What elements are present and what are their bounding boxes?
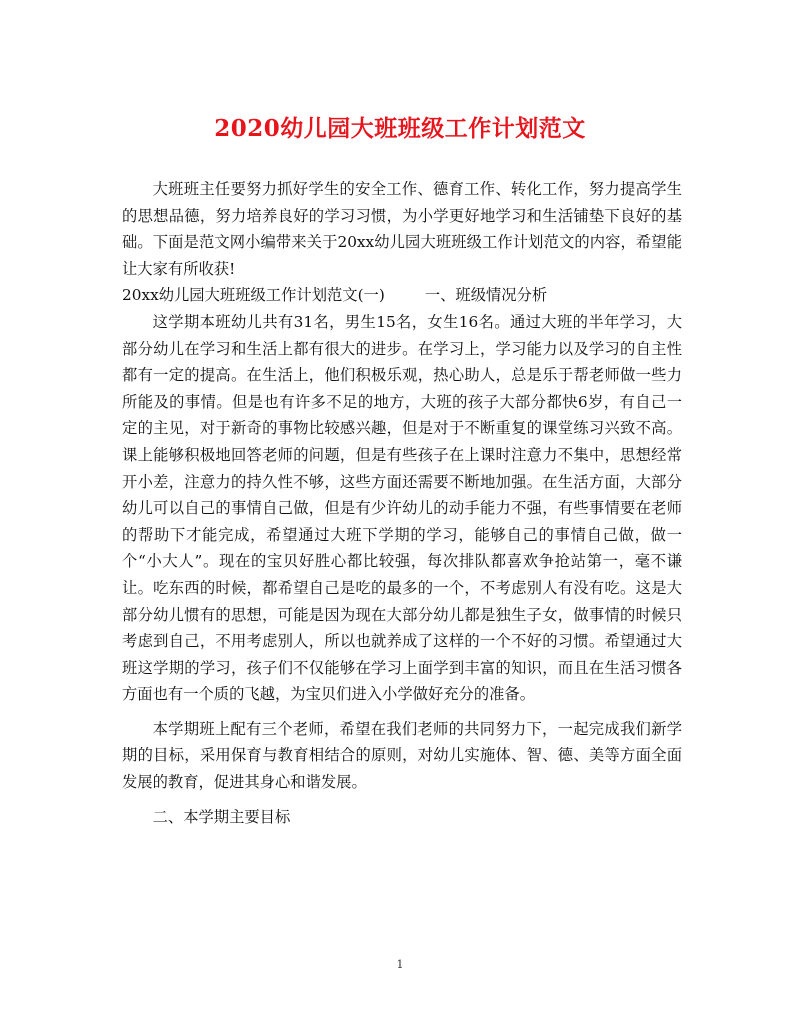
class-analysis-paragraph: 这学期本班幼儿共有31名，男生15名，女生16名。通过大班的半年学习，大部分幼儿在学习和生活上都有很大的进步。在学习上，学习能力以及学习的自主性都有一定的提高。在生活上，他们积极乐观，热心助人，总是乐于帮老师做一些力所能及的事情。但是也有许多不足的地方，大班的孩子大部分都快6岁，有自己一定的主见，对于新奇的事物比较感兴趣，但是对于不断重复的课堂练习兴致不高。课上能够积极地回答老师的问题，但是有些孩子在上课时注意力不集中，思想经常开小差，注意力的持久性不够，这些方面还需要不断地加强。在生活方面，大部分幼儿可以自己的事情自己做，但是有少许幼儿的动手能力不强，有些事情要在老师的帮助下才能完成，希望通过大班下学期的学习，能够自己的事情自己做，做一个“小大人”。现在的宝贝好胜心都比较强，每次排队都喜欢争抢站第一，毫不谦让。吃东西的时候，都希望自己是吃的最多的一个，不考虑别人有没有吃。这是大部分幼儿惯有的思想，可能是因为现在大部分幼儿都是独生子女，做事情的时候只考虑到自己，不用考虑别人，所以也就养成了这样的一个不好的习惯。希望通过大班这学期的学习，孩子们不仅能够在学习上面学到丰富的知识，而且在生活习惯各方面也有一个质的飞越，为宝贝们进入小学做好充分的准备。: [122, 312, 682, 704]
document-title: 2020幼儿园大班班级工作计划范文: [214, 115, 586, 142]
intro-paragraph: 大班班主任要努力抓好学生的安全工作、德育工作、转化工作，努力提高学生的思想品德，努力培养良好的学习习惯，为小学更好地学习和生活铺垫下良好的基础。下面是范文网小编带来关于20xx幼儿园大班班级工作计划范文的内容，希望能让大家有所收获!: [122, 180, 682, 278]
teachers-paragraph: 本学期班上配有三个老师，希望在我们老师的共同努力下，一起完成我们新学期的目标，采用保育与教育相结合的原则，对幼儿实施体、智、德、美等方面全面发展的教育，促进其身心和谐发展。: [122, 719, 682, 792]
page-number: 1: [396, 958, 404, 971]
section-heading-2: 二、本学期主要目标: [152, 807, 291, 826]
section-title-line: [122, 282, 682, 309]
section-title: 20xx幼儿园大班班级工作计划范文(一): [122, 286, 385, 305]
section-heading-1: 一、班级情况分析: [424, 286, 548, 305]
document-body: [122, 176, 682, 830]
